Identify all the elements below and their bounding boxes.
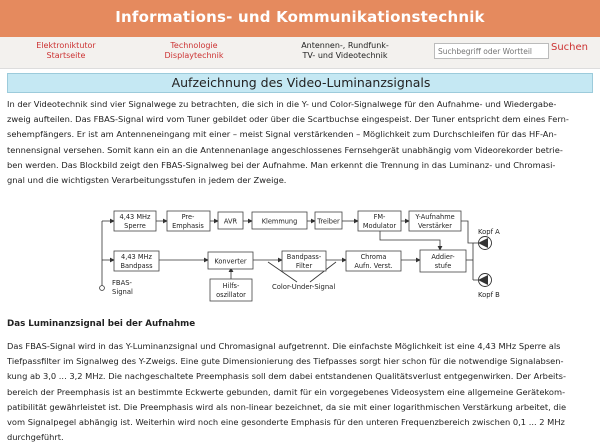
nav-link-label: Startseite: [46, 51, 86, 60]
block-avr: [218, 212, 243, 229]
kopf-a-label: Kopf A: [478, 228, 500, 236]
kopf-b-label: Kopf B: [478, 291, 500, 299]
block-fm-modulator: [358, 211, 401, 231]
block-label: oszillator: [216, 291, 246, 299]
search-button[interactable]: Suchen: [551, 42, 589, 53]
block-label: Treiber: [317, 217, 340, 226]
block-addierstufe: [420, 250, 466, 272]
block-label: Konverter: [214, 257, 247, 266]
nav-bar: [0, 37, 600, 69]
block-label: Chroma: [360, 253, 387, 261]
site-title: Informations- und Kommunikationstechnik: [115, 8, 485, 26]
block-label: Bandpass: [120, 262, 153, 270]
text-line: patibilität gewährleistet ist. Die Preemphasis wird als non-linear bezeichnet, da sie mit einer logarithmischen Verstärkung arbeitet, die: [7, 401, 567, 412]
text-line: zweig aufteilen. Das FBAS-Signal wird vom Tuner gebildet oder über die Scartbuchse eingespeist. Der Tuner entspricht dem eines Fern-: [7, 114, 569, 125]
block-treiber: [315, 212, 342, 229]
text-line: gnal und die wichtigsten Verarbeitungsstufen in jedem der Zweige.: [7, 175, 287, 186]
nav-link-label: TV- und Videotechnik: [302, 51, 388, 60]
block-label: Klemmung: [261, 217, 298, 226]
nav-link-startseite[interactable]: [18, 41, 114, 61]
block-sperre: [114, 211, 156, 231]
nav-link-displaytechnik[interactable]: [144, 41, 244, 61]
block-label: Bandpass-: [286, 253, 322, 261]
text-line: kung ab 3,0 ... 3,2 MHz. Die nachgeschaltete Preemphasis soll dem dabei entstandenen Qualitätsverlust entgegenwirken. Der Arbeits-: [7, 371, 566, 382]
text-line: durchgeführt.: [7, 432, 64, 443]
page-heading-bar: [7, 73, 593, 93]
nav-link-label: Displaytechnik: [164, 51, 224, 60]
text-line: vom Signalpegel abhängig ist. Weiterhin wird noch eine gesonderte Emphasis für den unteren Frequenzbereich zwischen 0,1 ... 2 MHz: [7, 417, 565, 428]
text-line: bereich der Preemphasis ist an bestimmte Eckwerte gebunden, damit für ein vorgegebenes Videosystem eine allgemeine Gerätekom-: [7, 386, 566, 397]
nav-link-label: Antennen-, Rundfunk-: [301, 41, 389, 50]
block-label: Y-Aufnahme: [415, 213, 455, 221]
site-banner: [0, 0, 600, 37]
block-label: AVR: [223, 217, 238, 226]
section-heading: Das Luminanzsignal bei der Aufnahme: [7, 319, 196, 329]
block-label: 4,43 MHz: [121, 253, 152, 261]
block-label: Emphasis: [172, 222, 204, 230]
text-line: tennensignal versehen. Somit kann ein an die Antennenanlage angeschlossenes Fernsehgerät unabhängig vom Videorekorder betrie-: [7, 144, 563, 155]
block-label: FM-: [373, 213, 386, 221]
search-input[interactable]: [434, 43, 549, 59]
block-label: Hilfs-: [222, 282, 240, 290]
block-konverter: [208, 252, 253, 269]
block-label: Sperre: [124, 222, 146, 230]
block-bandpass-filter: [282, 251, 326, 271]
head-b-icon: [478, 274, 492, 287]
block-preemphasis: [167, 211, 210, 231]
block-oszillator: [210, 279, 252, 301]
nav-link-label: Elektroniktutor: [36, 41, 96, 50]
intro-paragraph: [7, 97, 593, 188]
block-label: Addier-: [431, 253, 455, 261]
block-chroma: [346, 251, 401, 271]
page-title: Aufzeichnung des Video-Luminanzsignals: [171, 75, 431, 90]
text-line: ben werden. Das Blockbild zeigt den FBAS-Signalweg bei der Aufnahme. Man erkennt die Trennung in das Luminanz- und Chromasi-: [7, 159, 556, 170]
fbas-label: FBAS-: [112, 279, 132, 287]
block-y-verstaerker: [409, 211, 461, 231]
section-paragraph: [7, 339, 593, 445]
nav-link-label: Technologie: [170, 41, 218, 50]
block-label: Pre-: [181, 213, 195, 221]
block-klemmung: [252, 212, 307, 229]
nav-link-current[interactable]: [283, 41, 407, 61]
block-label: Filter: [295, 262, 313, 270]
block-bandpass: [114, 251, 159, 271]
text-line: In der Videotechnik sind vier Signalwege zu betrachten, die sich in die Y- und Color-Signalwege für den Aufnahme- und Wiedergabe-: [7, 99, 557, 109]
text-line: Das FBAS-Signal wird in das Y-Luminanzsignal und Chromasignal aufgetrennt. Die einfachste Möglichkeit ist eine 4,43 MHz Sperre als: [7, 341, 561, 351]
block-label: Verstärker: [418, 222, 452, 230]
block-label: Aufn. Verst.: [354, 262, 393, 270]
block-diagram: [0, 196, 600, 308]
text-line: sehempfängers. Er ist am Antenneneingang mit einer – meist Signal verstärkenden – Möglichkeit zum Durchschleifen für das HF-An-: [7, 129, 557, 140]
color-under-label: Color-Under-Signal: [272, 283, 336, 291]
text-line: Tiefpassfilter im Signalweg des Y-Zweigs. Eine gute Dimensionierung des Tiefpasses sorgt hier schon für die notwendige Signalabsen-: [7, 356, 564, 367]
fbas-label: Signal: [112, 288, 133, 296]
fbas-input-terminal: [100, 286, 105, 291]
block-label: 4,43 MHz: [119, 213, 151, 221]
block-label: Modulator: [362, 222, 397, 230]
block-label: stufe: [434, 262, 452, 270]
head-a-icon: [478, 237, 492, 250]
